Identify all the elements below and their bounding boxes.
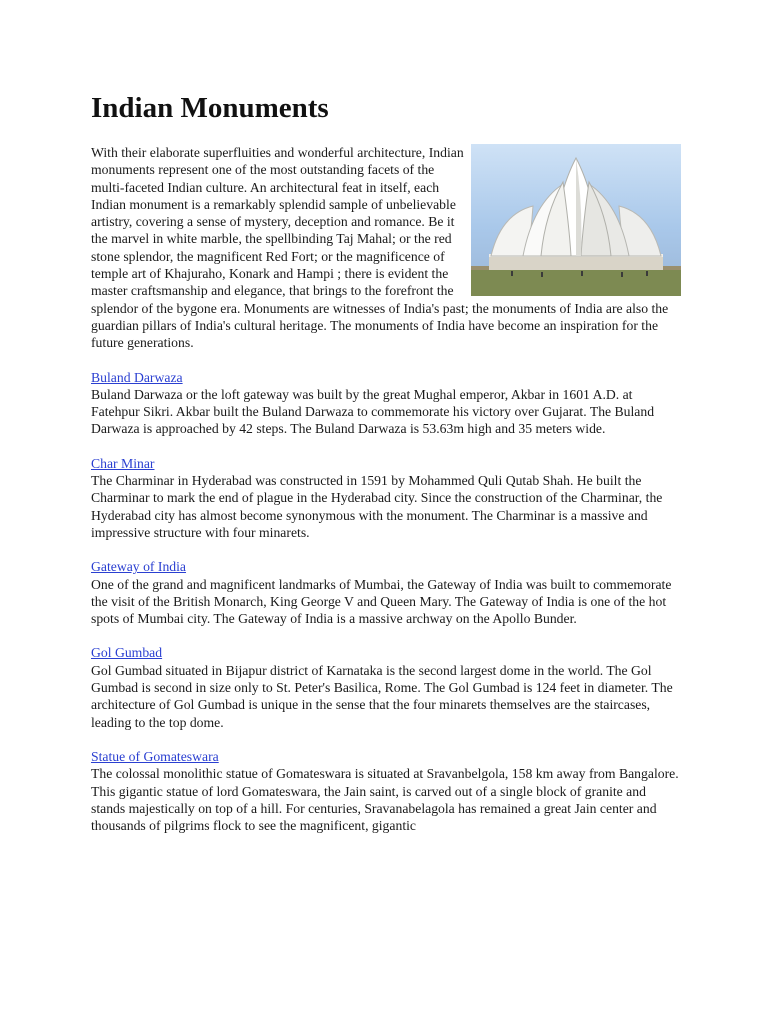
link-char-minar[interactable]: Char Minar <box>91 455 155 471</box>
link-buland-darwaza[interactable]: Buland Darwaza <box>91 369 183 385</box>
lotus-temple-image <box>471 144 681 296</box>
section-text: Buland Darwaza or the loft gateway was built by the great Mughal emperor, Akbar in 1601 A.D. at Fatehpur Sikri. Akbar built the Buland Darwaza to commemorate his victory over Gujarat. The Buland Darwaza is approached by 42 steps. The Buland Darwaza is 53.63m high and 35 meters wide. <box>91 386 655 437</box>
section-text: Gol Gumbad situated in Bijapur district of Karnataka is the second largest dome in the world. The Gol Gumbad is second in size only to St. Peter's Basilica, Rome. The Gol Gumbad is 124 feet in diameter. The architecture of Gol Gumbad is unique in the sense that the four minarets themselves are the staircases, leading to the top dome. <box>91 662 673 730</box>
section-statue-of-gomateswara <box>91 748 681 834</box>
section-text: The Charminar in Hyderabad was constructed in 1591 by Mohammed Quli Qutab Shah. He built the Charminar to mark the end of plague in the Hyderabad city. Since the construction of the Charminar, the Hyderabad city has almost become synonymous with the monument. The Charminar is a massive and impressive structure with four minarets. <box>91 473 663 540</box>
section-text: One of the grand and magnificent landmarks of Mumbai, the Gateway of India was built to commemorate the visit of the British Monarch, King George V and Queen Mary. The Gateway of India is one of the hot spots of Mumbai city. The Gateway of India is a massive archway on the Apollo Bunder. <box>91 576 672 627</box>
link-gol-gumbad[interactable]: Gol Gumbad <box>91 645 163 661</box>
page-title: Indian Monuments <box>91 92 329 124</box>
link-gateway-of-india[interactable]: Gateway of India <box>91 559 187 575</box>
section-buland-darwaza <box>91 369 681 438</box>
section-gol-gumbad <box>91 644 681 730</box>
section-char-minar <box>91 455 681 541</box>
document-body <box>91 144 681 851</box>
section-gateway-of-india <box>91 558 681 627</box>
intro-paragraph: With their elaborate superfluities and wonderful architecture, Indian monuments represent one of the most outstanding facets of the multi-faceted Indian culture. An architectural feat in itself, each Indian monument is a remarkably splendid sample of unbelievable artistry, covering a sense of mystery, deception and romance. Be it the marvel in white marble, the spellbinding Taj Mahal; or the red stone splendor, the magnificent Red Fort; or the magnificence of temple art of Khajuraho, Konark and Hampi ; there is evident the master craftsmanship and elegance, that brings to the forefront the splendor of the bygone era. Monuments are witnesses of India's past; the monuments of India are also the guardian pillars of India's cultural heritage. The monuments of India have become an inspiration for the future generations. <box>91 145 669 351</box>
lotus-temple-icon <box>471 144 681 296</box>
link-statue-of-gomateswara[interactable]: Statue of Gomateswara <box>91 748 219 764</box>
section-text: The colossal monolithic statue of Gomateswara is situated at Sravanbelgola, 158 km away from Bangalore. This gigantic statue of lord Gomateswara, the Jain saint, is carved out of a single block of granite and stands majestically on top of a hill. For centuries, Sravanabelagola has remained a great Jain center and thousands of pilgrims flock to see the magnificent, gigantic <box>91 766 679 834</box>
